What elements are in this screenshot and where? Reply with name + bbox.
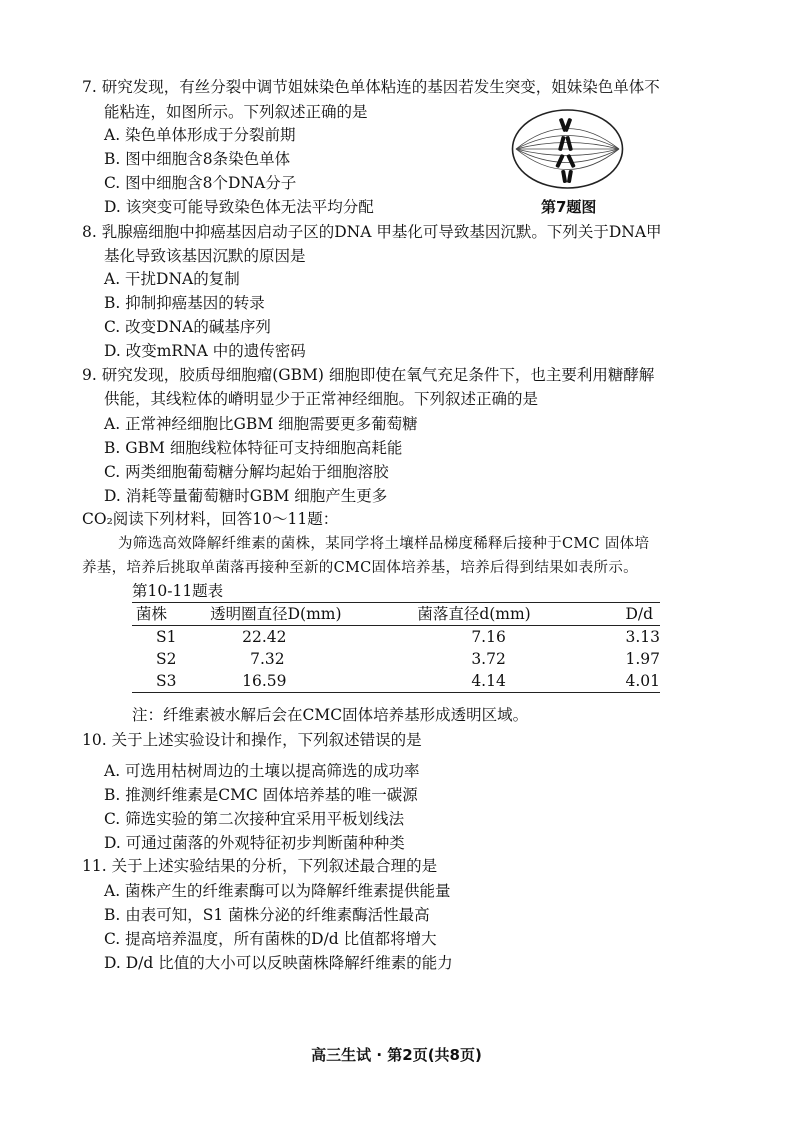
q10-option-c: C. 筛选实验的第二次接种宜采用平板划线法: [104, 810, 405, 828]
q8-stem-line1: 8. 乳腺癌细胞中抑癌基因启动子区的DNA 甲基化可导致基因沉默。下列关于DNA甲: [82, 223, 662, 241]
table-row: [132, 648, 660, 670]
material-line1: 为筛选高效降解纤维素的菌株，某同学将土壤样品梯度稀释后接种于CMC 固体培: [118, 536, 650, 552]
q7-stem-line2: 能粘连，如图所示。下列叙述正确的是: [104, 103, 368, 121]
q8-option-b: B. 抑制抑癌基因的转录: [104, 294, 265, 312]
q11-stem: 11. 关于上述实验结果的分析，下列叙述最合理的是: [82, 857, 438, 875]
q10-option-a: A. 可选用枯树周边的土壤以提高筛选的成功率: [104, 762, 420, 780]
table-cell: 7.16: [471, 628, 506, 646]
table-cell: S1: [156, 628, 177, 646]
q10-option-d: D. 可通过菌落的外观特征初步判断菌种种类: [104, 834, 405, 852]
q7-option-c: C. 图中细胞含8个DNA分子: [104, 174, 297, 192]
q9-option-b: B. GBM 细胞线粒体特征可支持细胞高耗能: [104, 439, 403, 457]
q7-stem-line1: 7. 研究发现，有丝分裂中调节姐妹染色单体粘连的基因若发生突变，姐妹染色单体不: [82, 78, 660, 96]
q9-stem-line2: 供能，其线粒体的嵴明显少于正常神经细胞。下列叙述正确的是: [104, 390, 539, 408]
q11-option-b: B. 由表可知，S1 菌株分泌的纤维素酶活性最高: [104, 906, 430, 924]
table-cell: 3.13: [625, 628, 660, 646]
q11-option-c: C. 提高培养温度，所有菌株的D/d 比值都将增大: [104, 930, 437, 948]
table-cell: S2: [156, 650, 177, 668]
table-cell: 1.97: [625, 650, 660, 668]
table-header: 菌株: [136, 605, 168, 623]
q8-option-c: C. 改变DNA的碱基序列: [104, 318, 271, 336]
reading-intro: CO₂阅读下列材料，回答10～11题：: [82, 510, 339, 528]
table-header: 菌落直径d(mm): [417, 605, 531, 623]
q8-option-a: A. 干扰DNA的复制: [104, 270, 240, 288]
q7-option-a: A. 染色单体形成于分裂前期: [104, 126, 296, 144]
table-cell: 16.59: [242, 672, 287, 690]
page-footer: 高三生试 · 第2页(共8页): [311, 1046, 482, 1064]
q9-stem-line1: 9. 研究发现，胶质母细胞瘤(GBM) 细胞即使在氧气充足条件下，也主要利用糖酵解: [82, 366, 655, 384]
q11-option-d: D. D/d 比值的大小可以反映菌株降解纤维素的能力: [104, 954, 453, 972]
table-row: [132, 670, 660, 693]
table-header-row: [132, 603, 660, 626]
q7-option-b: B. 图中细胞含8条染色单体: [104, 150, 291, 168]
table-caption: 第10-11题表: [132, 582, 224, 600]
material-line2: 养基，培养后挑取单菌落再接种至新的CMC固体培养基，培养后得到结果如表所示。: [82, 560, 638, 576]
table-cell: 22.42: [242, 628, 287, 646]
table-cell: 4.01: [625, 672, 660, 690]
table-header: 透明圈直径D(mm): [210, 605, 342, 623]
table-cell: S3: [156, 672, 177, 690]
q10-stem: 10. 关于上述实验设计和操作，下列叙述错误的是: [82, 731, 422, 749]
q8-option-d: D. 改变mRNA 中的遗传密码: [104, 342, 306, 360]
table-header: D/d: [625, 605, 654, 623]
q9-option-d: D. 消耗等量葡萄糖时GBM 细胞产生更多: [104, 487, 388, 505]
figure-caption: 第7题图: [541, 198, 597, 216]
table-row: [132, 626, 660, 649]
table-cell: 7.32: [250, 650, 285, 668]
q9-option-c: C. 两类细胞葡萄糖分解均起始于细胞溶胶: [104, 463, 389, 481]
table-cell: 3.72: [471, 650, 506, 668]
strain-table: [132, 602, 660, 693]
table-note: 注：纤维素被水解后会在CMC固体培养基形成透明区域。: [132, 706, 529, 724]
q11-option-a: A. 菌株产生的纤维素酶可以为降解纤维素提供能量: [104, 882, 451, 900]
q9-option-a: A. 正常神经细胞比GBM 细胞需要更多葡萄糖: [104, 415, 418, 433]
q7-option-d: D. 该突变可能导致染色体无法平均分配: [104, 198, 374, 216]
q8-stem-line2: 基化导致该基因沉默的原因是: [104, 247, 306, 265]
q10-option-b: B. 推测纤维素是CMC 固体培养基的唯一碳源: [104, 786, 418, 804]
table-cell: 4.14: [471, 672, 506, 690]
cell-division-figure: [510, 108, 625, 190]
